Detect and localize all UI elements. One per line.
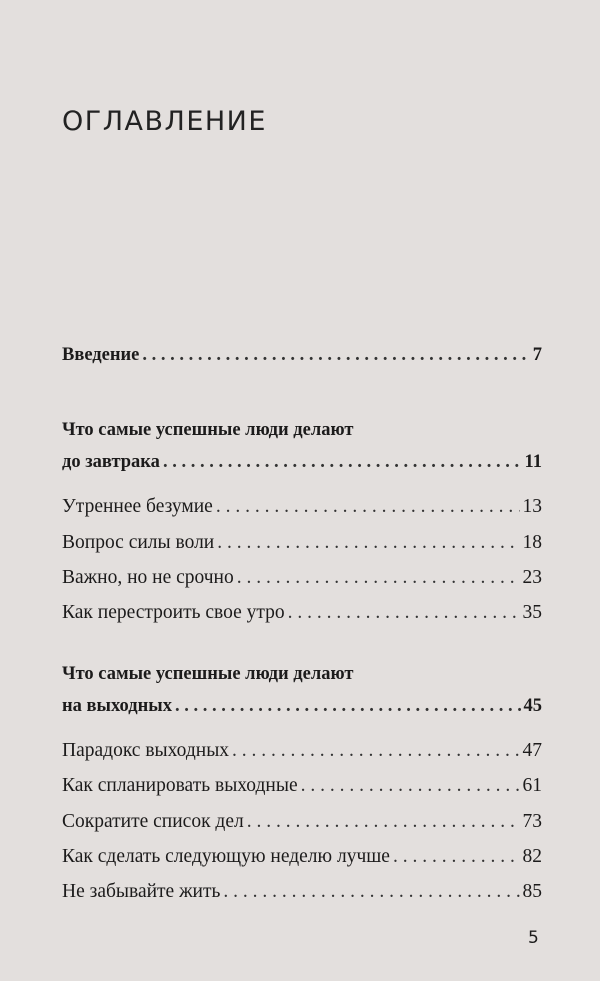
toc-entry-label: Не забывайте жить <box>62 881 221 902</box>
toc-entry-label: Как спланировать выходные <box>62 775 298 796</box>
toc-entry-page: 11 <box>524 452 542 472</box>
toc-entry-label: Сократите список дел <box>62 811 244 832</box>
dot-leader <box>216 495 520 519</box>
toc-entry-page: 47 <box>522 740 542 761</box>
page-number: 5 <box>528 928 539 948</box>
toc-entry-page: 7 <box>532 345 542 365</box>
toc-entry-chapter[interactable] <box>62 774 542 798</box>
dot-leader <box>301 774 520 798</box>
toc-entry-page: 13 <box>522 496 542 517</box>
toc-entry-chapter[interactable] <box>62 531 542 555</box>
toc-entry-label: до завтрака <box>62 452 160 472</box>
toc-entry-label: Как сделать следующую неделю лучше <box>62 846 390 867</box>
part-2-title-line1[interactable]: Что самые успешные люди делают <box>62 664 354 684</box>
toc-entry-intro[interactable] <box>62 343 542 367</box>
dot-leader <box>288 601 520 625</box>
toc-entry-page: 23 <box>522 567 542 588</box>
toc-entry-label: Важно, но не срочно <box>62 567 234 588</box>
dot-leader <box>223 880 519 904</box>
toc-entry-page: 61 <box>522 775 542 796</box>
toc-entry-label: Введение <box>62 345 140 365</box>
dot-leader <box>175 694 521 718</box>
dot-leader <box>232 739 519 763</box>
toc-entry-page: 82 <box>522 846 542 867</box>
page-title: ОГЛАВЛЕНИЕ <box>62 106 267 137</box>
toc-entry-label: Вопрос силы воли <box>62 532 215 553</box>
dot-leader <box>247 810 520 834</box>
toc-entry-label: на выходных <box>62 696 172 716</box>
toc-entry-chapter[interactable] <box>62 810 542 834</box>
toc-entry-chapter[interactable] <box>62 880 542 904</box>
toc-entry-chapter[interactable] <box>62 739 542 763</box>
toc-entry-chapter[interactable] <box>62 601 542 625</box>
dot-leader <box>393 845 520 869</box>
dot-leader <box>217 531 519 555</box>
toc-entry-label: Парадокс выходных <box>62 740 230 761</box>
dot-leader <box>237 566 520 590</box>
toc-entry-page: 73 <box>522 811 542 832</box>
toc-entry-page: 45 <box>523 696 542 716</box>
toc-entry-chapter[interactable] <box>62 495 542 519</box>
toc-entry-page: 18 <box>522 532 542 553</box>
toc-entry-part-2[interactable] <box>62 694 542 718</box>
part-1-title-line1[interactable]: Что самые успешные люди делают <box>62 420 354 440</box>
toc-entry-part-1[interactable] <box>62 450 542 474</box>
toc-entry-label: Утреннее безумие <box>62 496 213 517</box>
toc-entry-chapter[interactable] <box>62 845 542 869</box>
toc-entry-page: 85 <box>522 881 542 902</box>
toc-entry-chapter[interactable] <box>62 566 542 590</box>
toc-entry-label: Как перестроить свое утро <box>62 602 285 623</box>
dot-leader <box>142 343 529 367</box>
dot-leader <box>163 450 522 474</box>
toc-entry-page: 35 <box>522 602 542 623</box>
